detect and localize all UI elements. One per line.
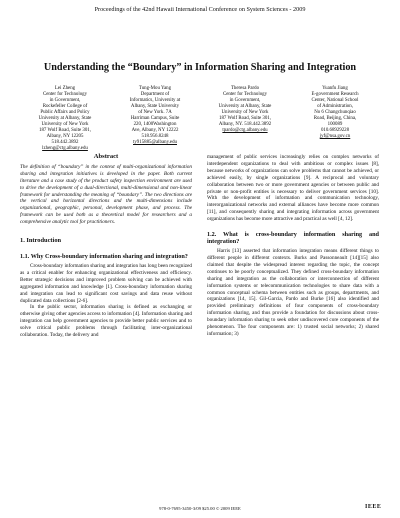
body-paragraph: Harris [13] asserted that information integration means different things to different people in different contexts. Burks and Passonneault [14][15] also claimed that despite the widespread interest regarding the topic, the concept continues to be poorly conceptualized. They defined cross-boundary information sharing and integration as the collaboration or interconnection of different information systems or telecommunication technologies to share data with a common conceptual schema between entities such as groups, departments, and organizations [14, 15]. Gil-Garcia, Pardo and Burke [16] also identified and provided preliminary definitions of four components of cross-boundary information sharing, and thus provide a foundation for discussions about cross-boundary information sharing to seek other undiscovered core components of the phenomenon. The four components are: 1) trusted social networks; 2) shared information; 3): [207, 248, 379, 337]
author-affiliation-line: of Administration,: [317, 104, 353, 109]
author-address-line: 187 Wolf Road, Suite 301,: [39, 128, 91, 133]
author-address-line: Harriman Campus, Suite: [130, 116, 180, 121]
author-name: Theresa Pardo: [230, 86, 260, 91]
author-address-line: Albany, NY. 518.442.3892: [218, 122, 272, 127]
left-column: [20, 154, 192, 339]
author-affiliation-line: Department of: [140, 92, 170, 97]
author-affiliation-line: University of New York: [221, 110, 269, 115]
author-affiliation-line: Informatics, University at: [129, 98, 181, 103]
author-email-link[interactable]: jyf@nsa.gov.cn: [319, 134, 351, 139]
author-affiliation-line: Center for Technology: [42, 92, 88, 97]
author-phone: 010.68929228: [320, 128, 350, 133]
author-address-line: Road, Beijing, China,: [313, 116, 357, 121]
author-affiliation-line: Center for Technology: [222, 92, 268, 97]
author-address-line: No 6 Changchunqiao: [314, 110, 356, 115]
subsection-heading-what: 1.2. What is cross-boundary information sharing and integration?: [207, 231, 379, 246]
author-address-line: 187 Wolf Road, Suite 301,: [219, 116, 271, 121]
abstract-heading: Abstract: [93, 153, 119, 160]
body-paragraph: management of public services increasingly relies on complex networks of interdependent organizations to deal with ambitious or complex issues [8], because networks of organizations can solve problems that cannot be achieved, or achieved easily, by single organizations [9]. A reciprocal and voluntary collaboration between two or more government agencies or between public and private or non-profit entities is necessary to deliver government services [10]. With the development of information and communication technology, interorganizational networks and external alliances have become more common [11], and consequently sharing and integrating information across government organizations has become more attractive and practical as well [4, 12].: [207, 154, 379, 223]
author-affiliation-line: in Government,: [49, 98, 81, 103]
author-affiliation-line: Public Affairs and Policy: [40, 110, 90, 115]
author-email-link[interactable]: tpardo@ctg.albany.edu: [222, 128, 268, 133]
author-affiliation-line: Rockefeller College of: [42, 104, 88, 109]
author-affiliation-line: Center, National School: [311, 98, 359, 103]
right-column: [207, 154, 379, 338]
author-affiliation-line: University of New York: [41, 122, 89, 127]
author-address-line: Albany, NY 12205: [46, 134, 84, 139]
author-email-link[interactable]: ty915885@albany.edu: [133, 140, 177, 145]
author-affiliation-line: Albany, State University: [130, 104, 180, 109]
author-affiliation-line: University at Albany, State: [218, 104, 272, 109]
author-2: [202, 86, 288, 152]
running-head: Proceedings of the 42nd Hawaii International Conference on System Sciences - 2009: [94, 6, 306, 13]
author-email-link[interactable]: lzheng@ctg.albany.edu: [42, 146, 88, 151]
author-name: Tung-Mou Yang: [138, 86, 172, 91]
author-phone: 518.956.8248: [141, 134, 169, 139]
author-address-line: 100089: [327, 122, 343, 127]
author-address-line: Ave, Albany, NY 12222: [131, 128, 179, 133]
author-affiliation-line: of New York. 7A: [138, 110, 172, 115]
author-address-line: 220, 1400Washington: [133, 122, 177, 127]
author-affiliation-line: University at Albany, State: [38, 116, 92, 121]
section-heading-introduction: 1. Introduction: [20, 237, 62, 245]
author-affiliation-line: in Government,: [229, 98, 261, 103]
author-name: Lei Zheng: [54, 86, 76, 91]
author-3: [292, 86, 378, 152]
author-affiliation-line: E-government Research: [311, 92, 359, 97]
paper-title: Understanding the “Boundary” in Information Sharing and Integration: [43, 62, 357, 73]
author-block: [22, 86, 378, 152]
body-paragraph: In the public sector, information sharing is defined as exchanging or otherwise giving other agencies access to information [4]. Information sharing and integration can help government agencies to provide better public services and to solve critical public problems through facilitating inter-organizational collaboration. Today, the delivery and: [20, 304, 192, 339]
subsection-heading-why: 1.1. Why Cross-boundary information sharing and integration?: [20, 252, 188, 260]
abstract-text: The definition of “boundary” in the context of multi-organizational information sharing and integration initiatives is developed in the paper. Both current literature and a case study of the product safety inspection environment are used to drive the development of a dual-directional, multi-dimensional and non-linear framework for understanding the meaning of “boundary”. The two directions are the vertical and horizontal directions and the multi-dimensions include organizational, geographic, personal, development phase, and process. The framework can be used both as a theoretical model for researchers and a comprehensive analytic tool for practitioners.: [20, 163, 192, 226]
author-1: [112, 86, 198, 152]
body-paragraph: Cross-boundary information sharing and integration has long been recognized as a critical enabler for enhancing organizational effectiveness and efficiency. Better strategic decisions and improved problem solving can be achieved with aggregated information and knowledge [1]. Cross-boundary information sharing and integration can lead to significant cost savings and data reuse without duplicated data collections [2-6].: [20, 262, 192, 304]
author-0: [22, 86, 108, 152]
ieee-computer-society-logo: IEEE: [365, 504, 382, 510]
author-name: Yuanfu Jiang: [322, 86, 348, 91]
page-footer: 978-0-7695-3450-3/09 $25.00 © 2009 IEEE: [159, 506, 241, 511]
author-phone: 518.442.3892: [51, 140, 79, 145]
